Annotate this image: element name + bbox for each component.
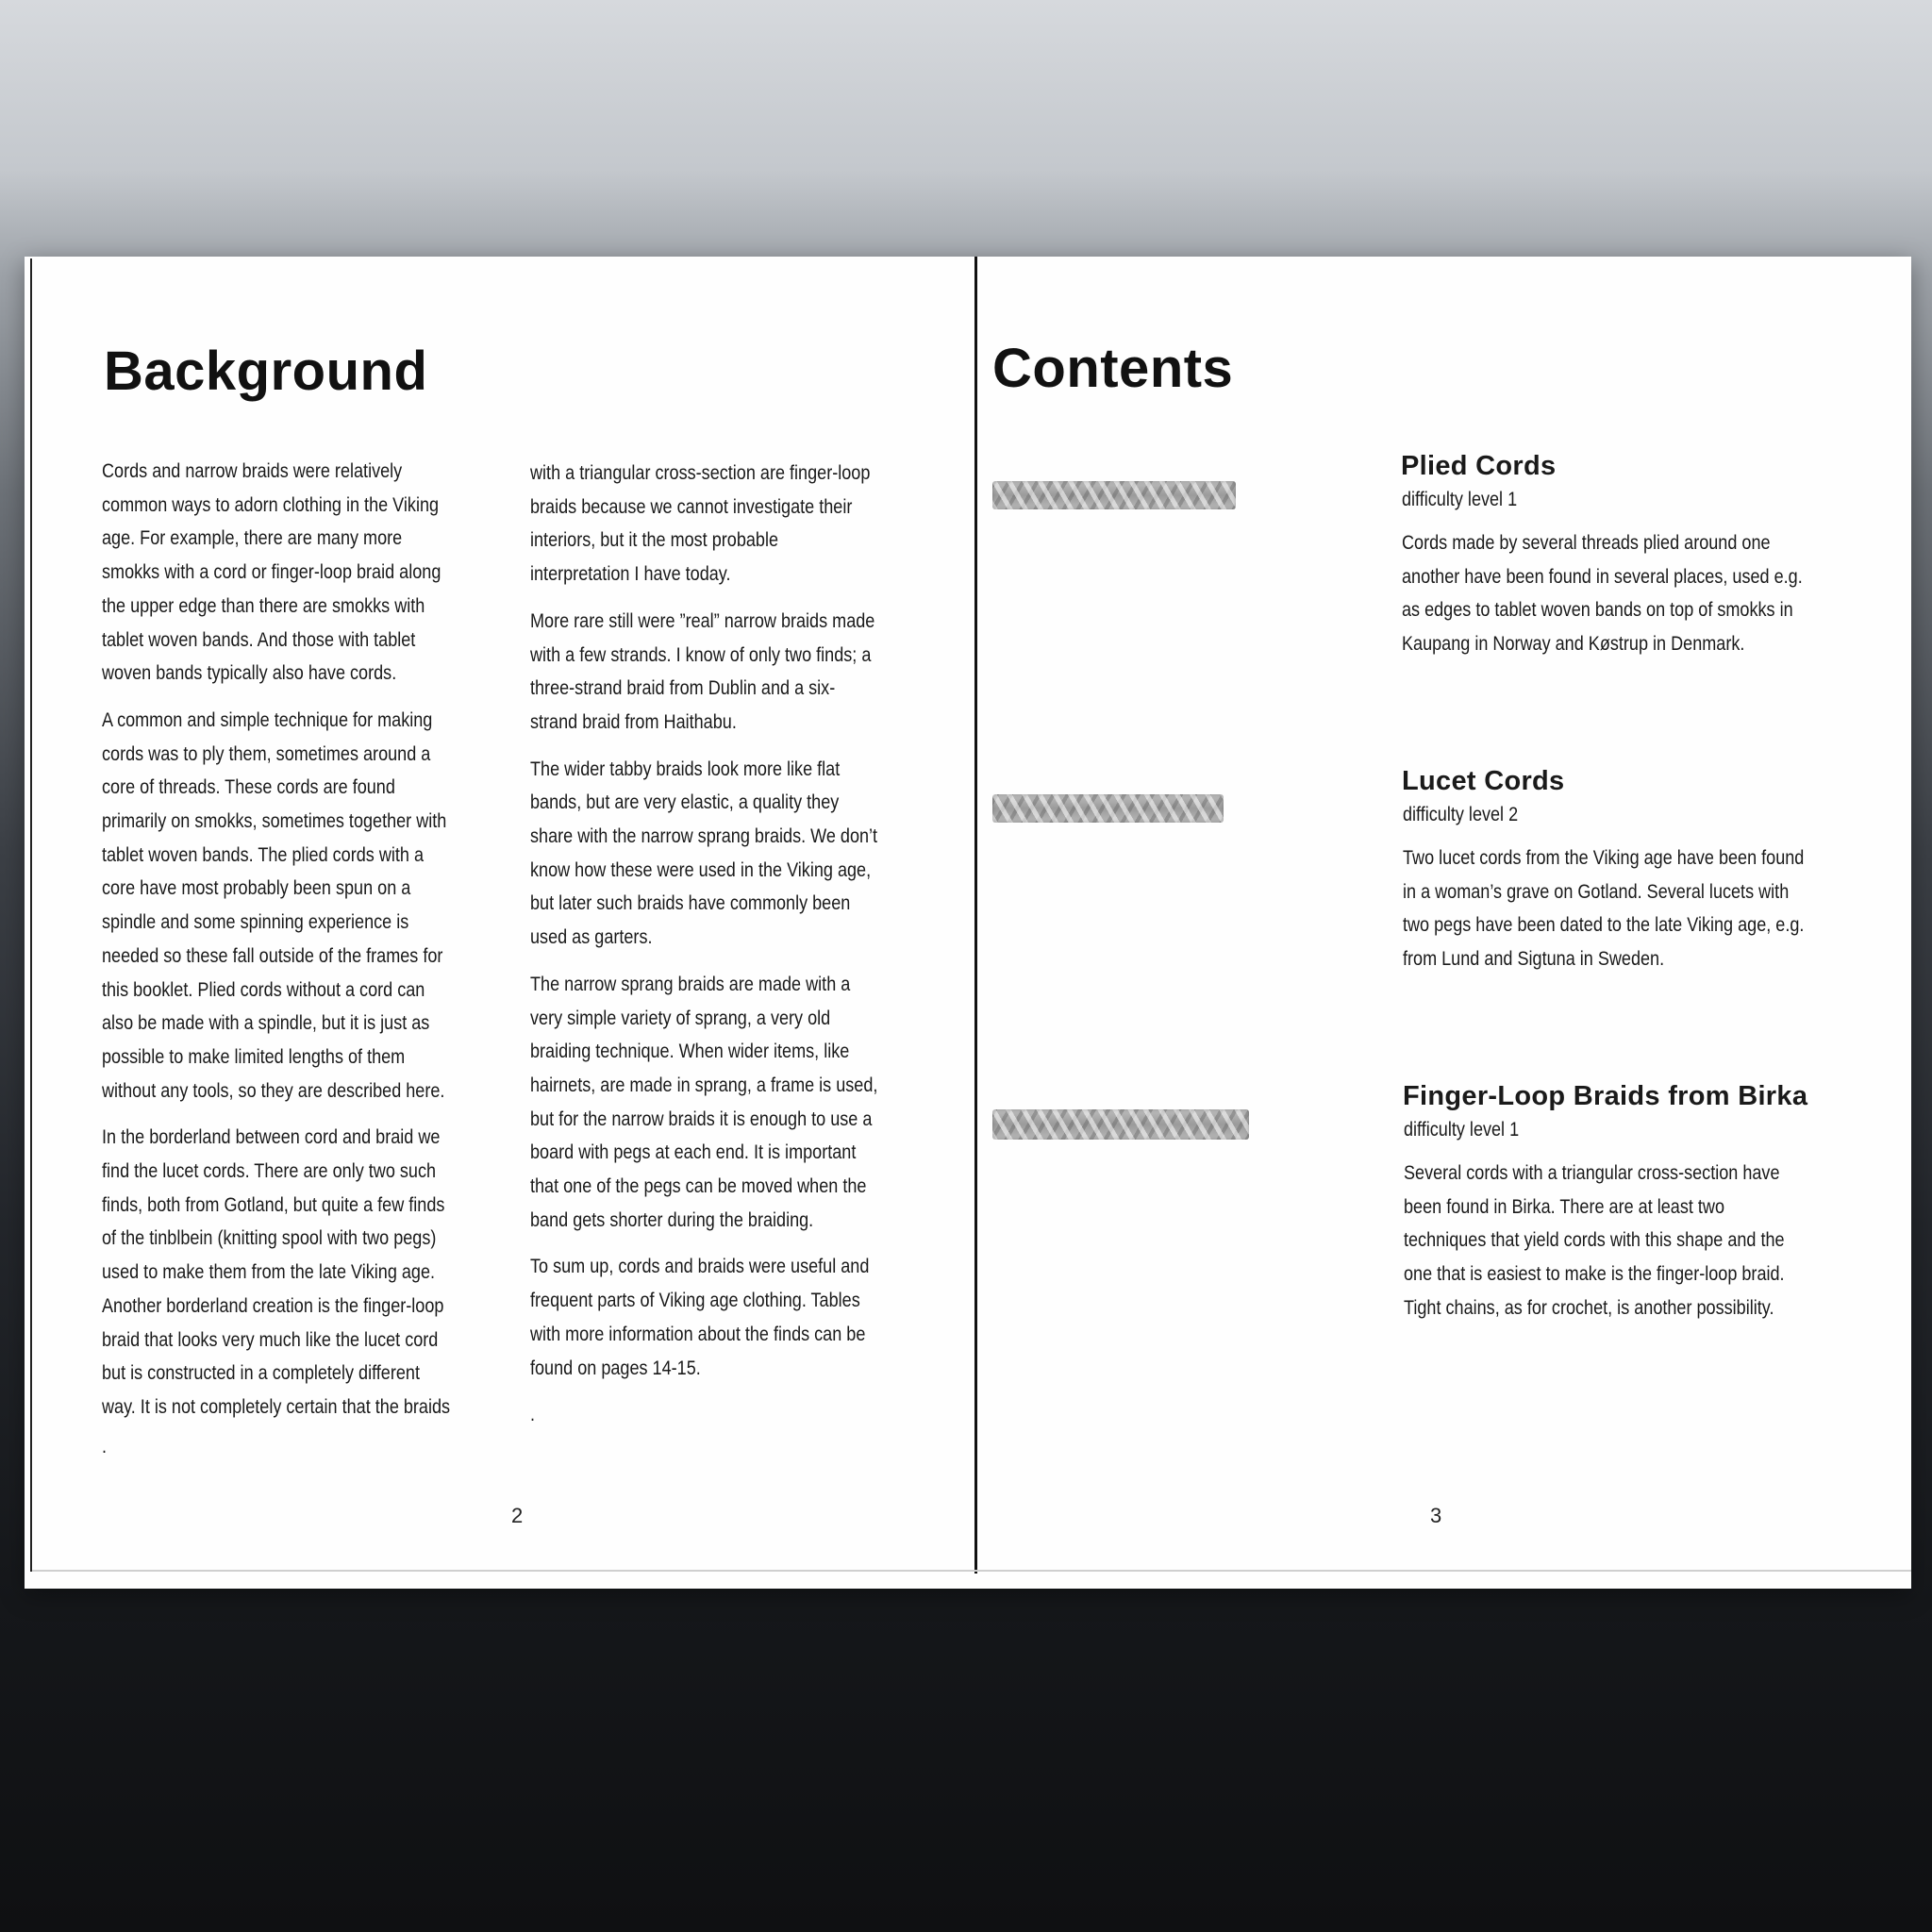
difficulty-level: difficulty level 1 [1402, 489, 1518, 510]
paragraph: with a triangular cross-section are finger-loop braids because we cannot investigate their interiors, but it the most probable interpretation I have today. [530, 462, 871, 586]
page-number: 3 [1430, 1504, 1442, 1527]
page-number: 2 [511, 1504, 524, 1527]
stray-mark: . [102, 1435, 108, 1457]
difficulty-level: difficulty level 2 [1403, 804, 1519, 825]
entry-title: Plied Cords [1401, 451, 1557, 481]
entry-title: Lucet Cords [1402, 766, 1565, 796]
page-title-background: Background [104, 341, 428, 402]
page-title-contents: Contents [992, 338, 1234, 399]
paragraph: The wider tabby braids look more like flat bands, but are very elastic, a quality they share with the narrow sprang braids. We don’t know how these were used in the Viking age, but later such braids have commonly been used as garters. [530, 758, 878, 949]
text-column-1 [102, 455, 451, 1457]
contents-entry-plied-cords [977, 451, 1911, 734]
contents-entry-finger-loop-braids [977, 1081, 1911, 1364]
difficulty-level: difficulty level 1 [1404, 1119, 1520, 1141]
right-page [977, 257, 1911, 1568]
paragraph: To sum up, cords and braids were useful and frequent parts of Viking age clothing. Tables with more information about the finds can be found on pages 14-15. [530, 1256, 870, 1379]
paragraph: A common and simple technique for making cords was to ply them, sometimes around a core of threads. These cords are found primarily on smokks, sometimes together with tablet woven bands. The plied cords with a core have most probably been spun on a spindle and some spinning experience is needed so these fall outside of the frames for this booklet. Plied cords without a cord can also be made with a spindle, but it is just as possible to make limited lengths of them without any tools, so they are described here. [102, 708, 447, 1102]
lucet-cord-sample-image [992, 794, 1224, 823]
page-bottom-edge [32, 1570, 1911, 1572]
paragraph: Cords and narrow braids were relatively common ways to adorn clothing in the Viking age. For example, there are many more smokks with a cord or finger-loop braid along the upper edge than there are smokks with tablet woven bands. And those with tablet woven bands typically also have cords. [102, 460, 441, 685]
entry-description: Two lucet cords from the Viking age have been found in a woman’s grave on Gotland. Several lucets with two pegs have been dated to the late Viking age, e.g. from Lund and Sigtuna in Sweden. [1403, 847, 1805, 971]
finger-loop-braid-sample-image [992, 1109, 1249, 1140]
paragraph: In the borderland between cord and braid we find the lucet cords. There are only two such finds, both from Gotland, but quite a few finds of the tinblbein (knitting spool with two pegs) used to make them from the late Viking age. Another borderland creation is the finger-loop braid that looks very much like the lucet cord but is constructed in a completely different way. It is not completely certain that the braids [102, 1126, 451, 1418]
paragraph: The narrow sprang braids are made with a very simple variety of sprang, a very old braiding technique. When wider items, like hairnets, are made in sprang, a frame is used, but for the narrow braids it is enough to use a board with pegs at each end. It is important that one of the pegs can be moved when the band gets shorter during the braiding. [530, 973, 878, 1231]
contents-entry-lucet-cords [977, 766, 1911, 1049]
booklet-spread [25, 257, 1911, 1589]
plied-cord-sample-image [992, 481, 1236, 509]
entry-title: Finger-Loop Braids from Birka [1403, 1081, 1808, 1111]
entry-description: Several cords with a triangular cross-section have been found in Birka. There are at least two techniques that yield cords with this shape and the one that is easiest to make is the finger-loop braid. Tight chains, as for crochet, is another possibility. [1404, 1162, 1785, 1319]
left-page [25, 257, 974, 1568]
stray-mark: . [530, 1404, 536, 1426]
text-column-2 [530, 457, 879, 1424]
paragraph: More rare still were ”real” narrow braids made with a few strands. I know of only two finds; a three-strand braid from Dublin and a six-strand braid from Haithabu. [530, 609, 875, 733]
entry-description: Cords made by several threads plied around one another have been found in several places, used e.g. as edges to tablet woven bands on top of smokks in Kaupang in Norway and Køstrup in Denmark. [1402, 532, 1803, 656]
